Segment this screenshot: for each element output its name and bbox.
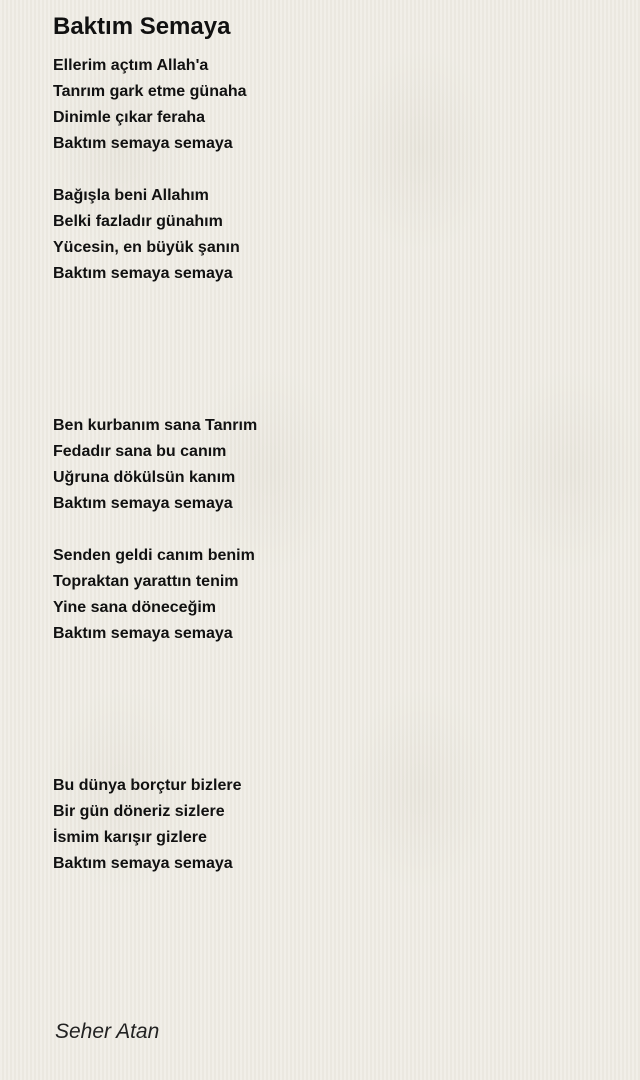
poem-line: Baktım semaya semaya <box>53 265 233 282</box>
stanza-5 <box>53 773 613 877</box>
stanza-spacer <box>53 157 613 183</box>
poem-line: Topraktan yarattın tenim <box>53 573 239 590</box>
poem-line: Baktım semaya semaya <box>53 625 233 642</box>
poem-line: Yücesin, en büyük şanın <box>53 239 240 256</box>
poem-line: Bu dünya borçtur bizlere <box>53 777 242 794</box>
section-spacer <box>53 647 613 773</box>
poem-line: Bir gün döneriz sizlere <box>53 803 225 820</box>
section-spacer <box>53 287 613 413</box>
stanza-2 <box>53 183 613 287</box>
poem-title: Baktım Semaya <box>53 13 231 40</box>
stanza-1 <box>53 53 613 157</box>
poem-line: Uğruna dökülsün kanım <box>53 469 236 486</box>
poem-line: Belki fazladır günahım <box>53 213 223 230</box>
poem-line: Tanrım gark etme günaha <box>53 83 247 100</box>
poem-container <box>53 12 613 877</box>
poem-author: Seher Atan <box>55 1020 160 1043</box>
stanza-3 <box>53 413 613 517</box>
poem-line: Yine sana döneceğim <box>53 599 217 616</box>
poem-line: İsmim karışır gizlere <box>53 829 207 846</box>
stanza-spacer <box>53 517 613 543</box>
stanza-4 <box>53 543 613 647</box>
poem-line: Ben kurbanım sana Tanrım <box>53 417 258 434</box>
poem-line: Senden geldi canım benim <box>53 547 255 564</box>
poem-line: Bağışla beni Allahım <box>53 187 209 204</box>
poem-line: Dinimle çıkar feraha <box>53 109 206 126</box>
poem-line: Baktım semaya semaya <box>53 495 233 512</box>
poem-line: Fedadır sana bu canım <box>53 443 227 460</box>
poem-line: Baktım semaya semaya <box>53 135 233 152</box>
poem-line: Baktım semaya semaya <box>53 855 233 872</box>
poem-line: Ellerim açtım Allah'a <box>53 57 209 74</box>
